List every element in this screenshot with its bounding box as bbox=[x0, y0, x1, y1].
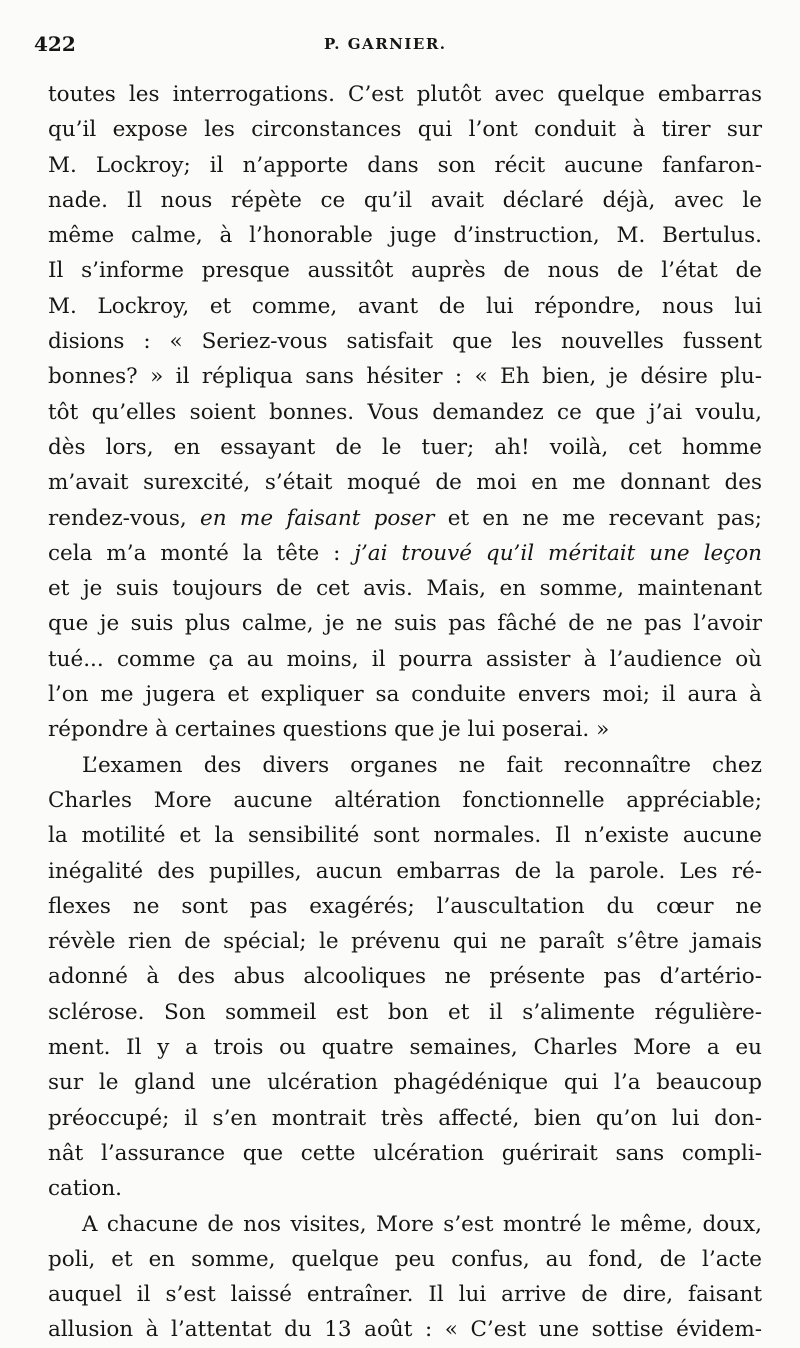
text-line: allusion à l’attentat du 13 août : « C’est une sottise évidem- bbox=[48, 1317, 762, 1343]
running-head: P. GARNIER. bbox=[324, 35, 447, 53]
text-line: auquel il s’est laissé entraîner. Il lui arrive de dire, faisant bbox=[48, 1282, 762, 1308]
text-line: Charles More aucune altération fonctionnelle appréciable; bbox=[48, 787, 762, 813]
text-line: préoccupé; il s’en montrait très affecté, bien qu’on lui don- bbox=[48, 1105, 762, 1131]
paragraph-first-line: A chacune de nos visites, More s’est montré le même, doux, bbox=[82, 1211, 762, 1237]
text-line: ment. Il y a trois ou quatre semaines, Charles More a eu bbox=[48, 1035, 762, 1061]
text-line: et je suis toujours de cet avis. Mais, en somme, maintenant bbox=[48, 576, 762, 602]
text-segment: cela m’a monté la tête : bbox=[48, 540, 355, 566]
text-line: nade. Il nous répète ce qu’il avait déclaré déjà, avec le bbox=[48, 187, 762, 213]
text-line-with-italic bbox=[48, 536, 762, 571]
text-line: l’on me jugera et expliquer sa conduite envers moi; il aura à bbox=[48, 682, 762, 708]
page-number: 422 bbox=[34, 32, 76, 56]
text-line: nât l’assurance que cette ulcération guérirait sans compli- bbox=[48, 1140, 762, 1166]
text-line: Il s’informe presque aussitôt auprès de nous de l’état de bbox=[48, 258, 762, 284]
text-line: la motilité et la sensibilité sont normales. Il n’existe aucune bbox=[48, 823, 762, 849]
text-line: tué... comme ça au moins, il pourra assister à l’audience où bbox=[48, 646, 762, 672]
text-line: sclérose. Son sommeil est bon et il s’alimente régulière- bbox=[48, 999, 762, 1025]
italic-segment: j’ai trouvé qu’il méritait une leçon bbox=[354, 540, 763, 566]
text-line: flexes ne sont pas exagérés; l’auscultation du cœur ne bbox=[48, 893, 762, 919]
text-line: répondre à certaines questions que je lui poserai. » bbox=[48, 717, 610, 743]
text-line-with-italic bbox=[48, 501, 762, 536]
text-segment: et en ne me recevant pas; bbox=[434, 505, 762, 531]
text-line: disions : « Seriez-vous satisfait que les nouvelles fussent bbox=[48, 329, 762, 355]
text-line: cation. bbox=[48, 1176, 123, 1202]
paragraph-first-line: L’examen des divers organes ne fait reconnaître chez bbox=[82, 752, 762, 778]
text-line: que je suis plus calme, je ne suis pas fâché de ne pas l’avoir bbox=[48, 611, 762, 637]
text-line: dès lors, en essayant de le tuer; ah! voilà, cet homme bbox=[48, 434, 762, 460]
text-line: m’avait surexcité, s’était moqué de moi en me donnant des bbox=[48, 470, 762, 496]
text-line: sur le gland une ulcération phagédénique qui l’a beaucoup bbox=[48, 1070, 762, 1096]
text-line: qu’il expose les circonstances qui l’ont conduit à tirer sur bbox=[48, 117, 762, 143]
text-line: adonné à des abus alcooliques ne présente pas d’artério- bbox=[48, 964, 762, 990]
text-line: révèle rien de spécial; le prévenu qui ne paraît s’être jamais bbox=[48, 929, 762, 955]
text-line: tôt qu’elles soient bonnes. Vous demandez ce que j’ai voulu, bbox=[48, 399, 762, 425]
text-line: toutes les interrogations. C’est plutôt avec quelque embarras bbox=[48, 82, 762, 107]
text-line: même calme, à l’honorable juge d’instruction, M. Bertulus. bbox=[48, 223, 762, 249]
text-line: poli, et en somme, quelque peu confus, au fond, de l’acte bbox=[48, 1246, 762, 1272]
text-line: M. Lockroy; il n’apporte dans son récit aucune fanfaron- bbox=[48, 152, 762, 178]
text-line: inégalité des pupilles, aucun embarras de la parole. Les ré- bbox=[48, 858, 762, 884]
body-text bbox=[48, 77, 762, 1348]
text-line: bonnes? » il répliqua sans hésiter : « Eh bien, je désire plu- bbox=[48, 364, 762, 390]
page-header bbox=[34, 32, 766, 66]
text-line: M. Lockroy, et comme, avant de lui répondre, nous lui bbox=[48, 293, 762, 319]
text-segment: rendez-vous, bbox=[48, 505, 201, 531]
italic-segment: en me faisant poser bbox=[200, 505, 435, 531]
